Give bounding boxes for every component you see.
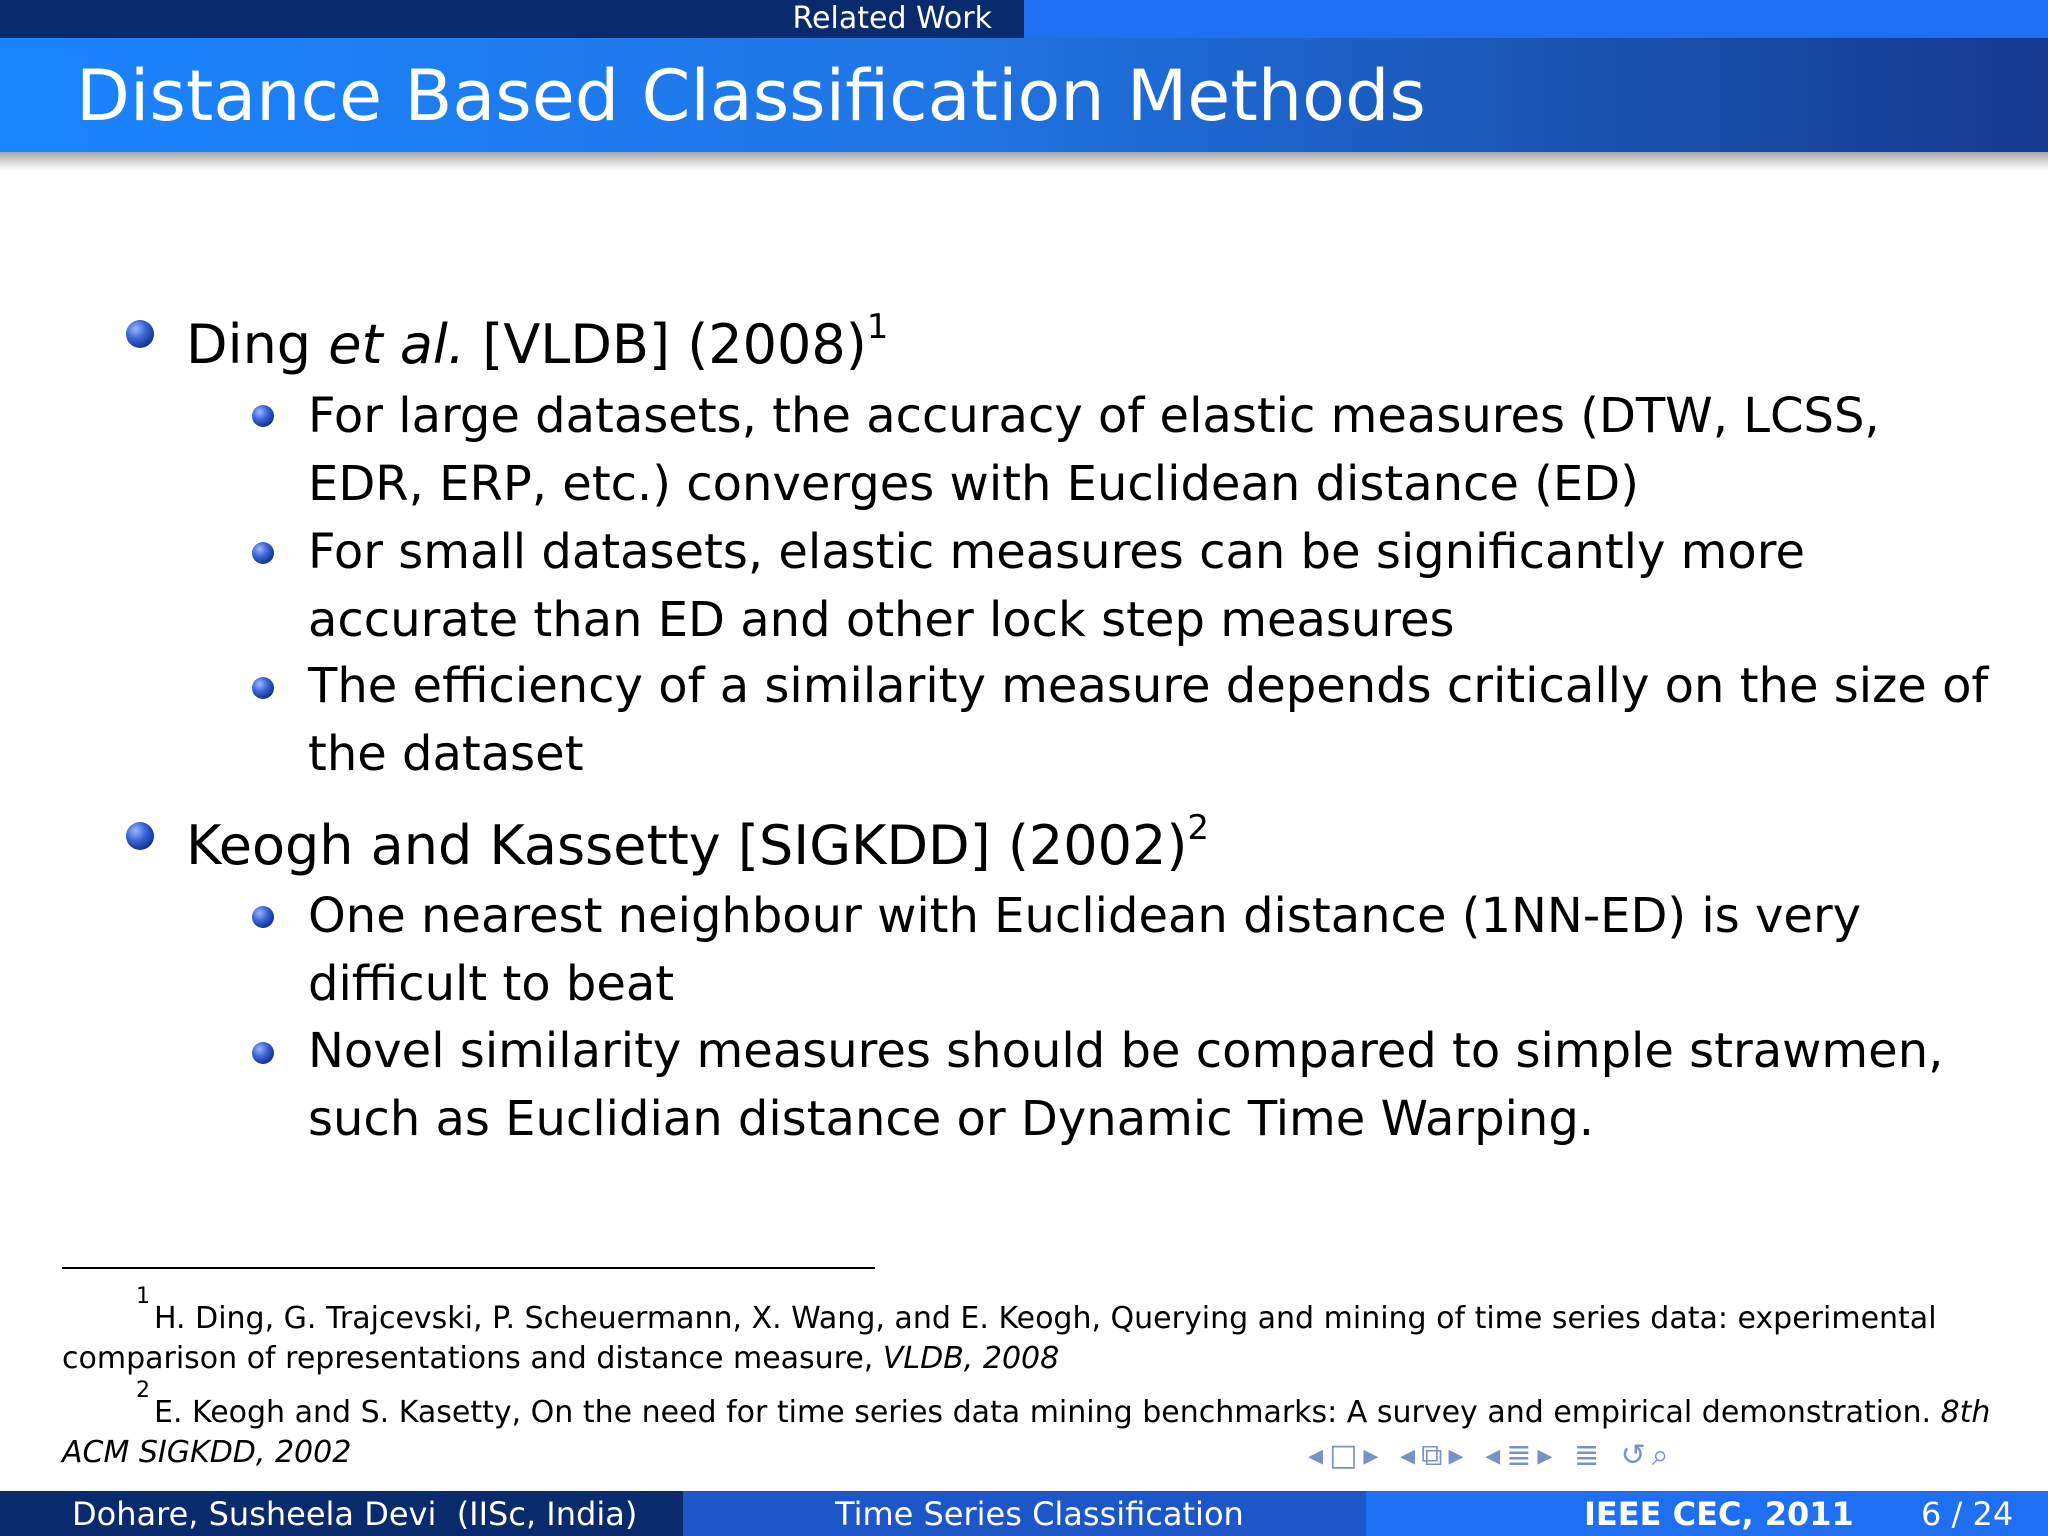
footnote-number: 1 [136,1284,150,1309]
footer-authors-box [0,1491,683,1536]
footnote-venue: VLDB, 2008 [882,1341,1060,1376]
nav-section-icon[interactable]: ≣ [1506,1438,1538,1473]
reference-item-keogh [186,803,1209,877]
sub-item: One nearest neighbour with Euclidean distance (1NN-ED) is very difficult to beat [308,888,1862,1012]
footer-venue: IEEE CEC, 2011 [1584,1495,1854,1533]
section-navigation-bar [0,0,2048,38]
nav-back-icon[interactable]: ↺ [1620,1438,1652,1473]
bullet-icon [252,542,274,564]
footer-title-box [683,1491,1366,1536]
nav-next-frame-icon[interactable]: ▸ [1363,1438,1385,1473]
footnote-rule [62,1267,875,1269]
reference-rest: [VLDB] (2008) [465,313,867,376]
sub-item: For large datasets, the accuracy of elastic measures (DTW, LCSS, EDR, ERP, etc.) converges with Euclidean distance (ED) [308,388,1880,512]
sub-item: Novel similarity measures should be compared to simple strawmen, such as Euclidian distance or Dynamic Time Warping. [308,1023,1944,1147]
footnote-ref-1[interactable]: 1 [866,307,889,347]
footer-page-number: 6 / 24 [1921,1495,2014,1533]
bullet-icon [252,405,274,427]
footer-bar [0,1491,2048,1536]
footnote-number: 2 [136,1378,150,1403]
footnote-1 [62,1299,1992,1379]
nav-toc-icon[interactable]: ≣ [1573,1438,1606,1473]
nav-subsection-icon[interactable]: ⧉ [1421,1438,1449,1473]
nav-next-subsection-icon[interactable]: ▸ [1448,1438,1470,1473]
section-label[interactable]: Related Work [792,1,992,36]
footnote-text: H. Ding, G. Trajcevski, P. Scheuermann, X. Wang, and E. Keogh, Querying and mining of time series data: experimental comparison of representations and distance measure, [62,1301,1937,1376]
footer-authors: Dohare, Susheela Devi (IISc, India) [72,1495,638,1533]
footnote-venue: 8th ACM SIGKDD, 2002 [62,1395,1991,1470]
bullet-icon [126,822,154,850]
navigation-symbols [1308,1438,1675,1473]
bullet-icon [252,906,274,928]
slide-title: Distance Based Classification Methods [76,55,1426,137]
reference-prefix: Ding [186,313,329,376]
nav-prev-subsection-icon[interactable]: ◂ [1400,1438,1422,1473]
reference-italic: et al. [328,313,466,376]
reference-item-ding [186,302,888,376]
bullet-icon [126,320,154,348]
nav-prev-frame-icon[interactable]: ◂ [1308,1438,1330,1473]
bullet-icon [252,677,274,699]
bullet-icon [252,1042,274,1064]
footer-venue-box [1366,1491,2048,1536]
footnote-2 [62,1393,1992,1473]
nav-next-section-icon[interactable]: ▸ [1537,1438,1559,1473]
sub-item: The efficiency of a similarity measure depends critically on the size of the dataset [308,658,1989,782]
section-bar-right [1024,0,2048,38]
reference-text: Keogh and Kassetty [SIGKDD] (2002) [186,814,1188,877]
nav-prev-section-icon[interactable]: ◂ [1485,1438,1507,1473]
footnote-text: E. Keogh and S. Kasetty, On the need for time series data mining benchmarks: A survey and empirical demonstration. [154,1395,1941,1430]
nav-search-icon[interactable]: ⌕ [1651,1438,1675,1473]
footnote-ref-2[interactable]: 2 [1187,808,1210,848]
footer-talk-title: Time Series Classification [835,1495,1244,1533]
nav-frame-icon[interactable]: □ [1329,1438,1364,1473]
sub-item: For small datasets, elastic measures can be significantly more accurate than ED and other lock step measures [308,524,1805,648]
section-bar-left [0,0,1024,38]
title-bar-shadow [0,152,2048,170]
